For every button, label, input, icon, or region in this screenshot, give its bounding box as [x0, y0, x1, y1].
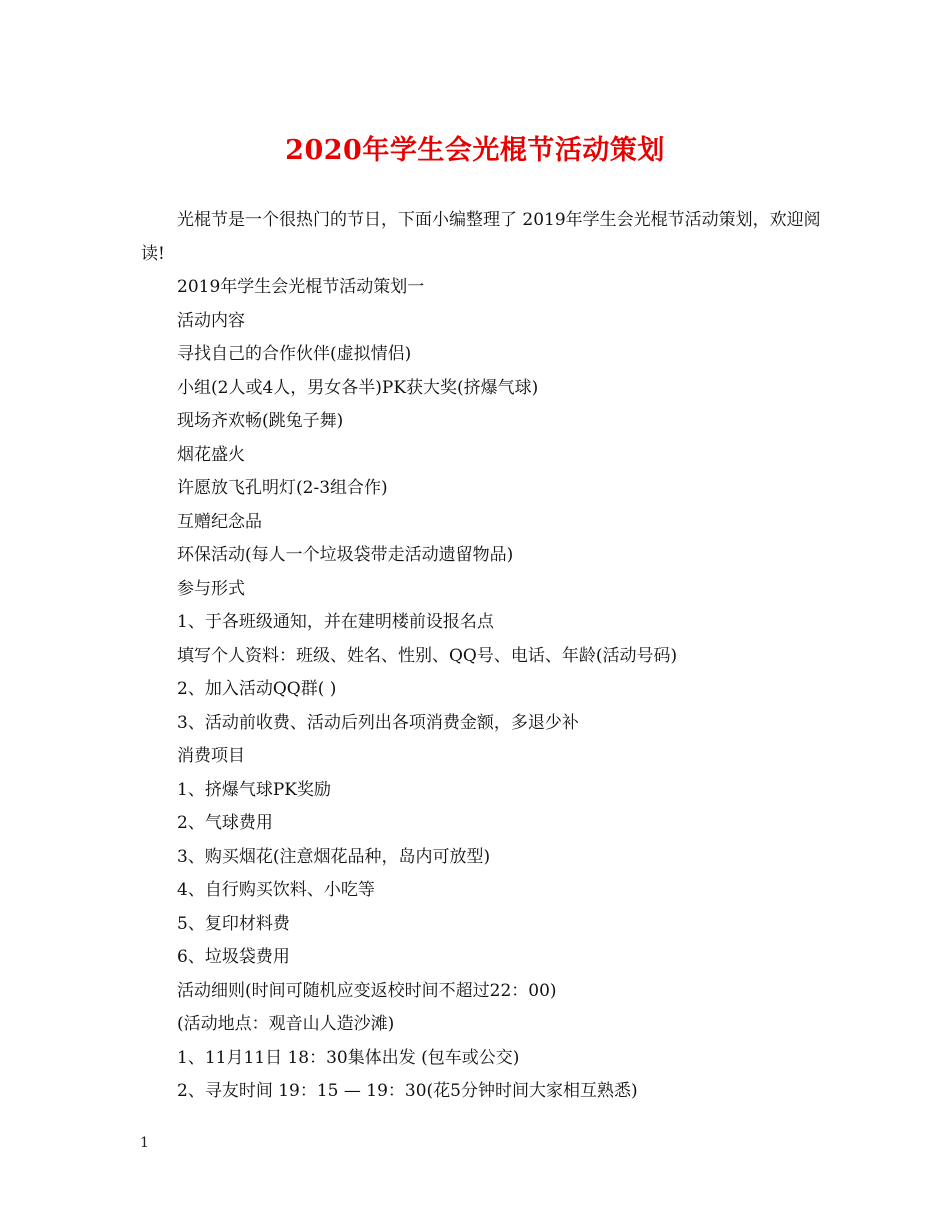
- text-line: 活动细则(时间可随机应变返校时间不超过22：00): [177, 980, 557, 1001]
- text-line: 3、活动前收费、活动后列出各项消费金额，多退少补: [177, 712, 579, 733]
- text-line: 小组(2人或4人，男女各半)PK获大奖(挤爆气球): [177, 377, 539, 398]
- text-line: 许愿放飞孔明灯(2-3组合作): [177, 478, 388, 498]
- text-line: 现场齐欢畅(跳兔子舞): [177, 411, 344, 431]
- text-line: 2019年学生会光棍节活动策划一: [177, 277, 425, 297]
- intro-paragraph: 光棍节是一个很热门的节日，下面小编整理了 2019年学生会光棍节活动策划，欢迎阅读!: [141, 210, 821, 264]
- text-line: 2、气球费用: [177, 813, 273, 833]
- page-number: 1: [140, 1135, 149, 1151]
- text-line: 互赠纪念品: [177, 511, 262, 532]
- document-body: [141, 204, 821, 1109]
- text-line: 烟花盛火: [177, 444, 245, 465]
- text-line: 环保活动(每人一个垃圾袋带走活动遗留物品): [177, 545, 514, 565]
- text-line: 4、自行购买饮料、小吃等: [177, 880, 375, 900]
- text-line: 填写个人资料：班级、姓名、性别、QQ号、电话、年龄(活动号码): [177, 645, 678, 666]
- text-line: 3、购买烟花(注意烟花品种，岛内可放型): [177, 846, 491, 867]
- document-title: 2020年学生会光棍节活动策划: [285, 135, 665, 166]
- text-line: 寻找自己的合作伙伴(虚拟情侣): [177, 344, 412, 364]
- text-line: 1、于各班级通知，并在建明楼前设报名点: [177, 612, 494, 632]
- text-line: 6、垃圾袋费用: [177, 947, 290, 967]
- text-line: 1、挤爆气球PK奖励: [177, 779, 331, 800]
- text-line: 2、加入活动QQ群( ): [177, 679, 337, 699]
- text-line: 1、11月11日 18：30集体出发 (包车或公交): [177, 1047, 520, 1068]
- text-line: 参与形式: [177, 578, 245, 599]
- text-line: 消费项目: [177, 746, 245, 766]
- text-line: (活动地点：观音山人造沙滩): [177, 1014, 395, 1034]
- text-line: 活动内容: [177, 310, 245, 331]
- text-line: 2、寻友时间 19：15 — 19：30(花5分钟时间大家相互熟悉): [177, 1081, 638, 1101]
- text-line: 5、复印材料费: [177, 913, 290, 934]
